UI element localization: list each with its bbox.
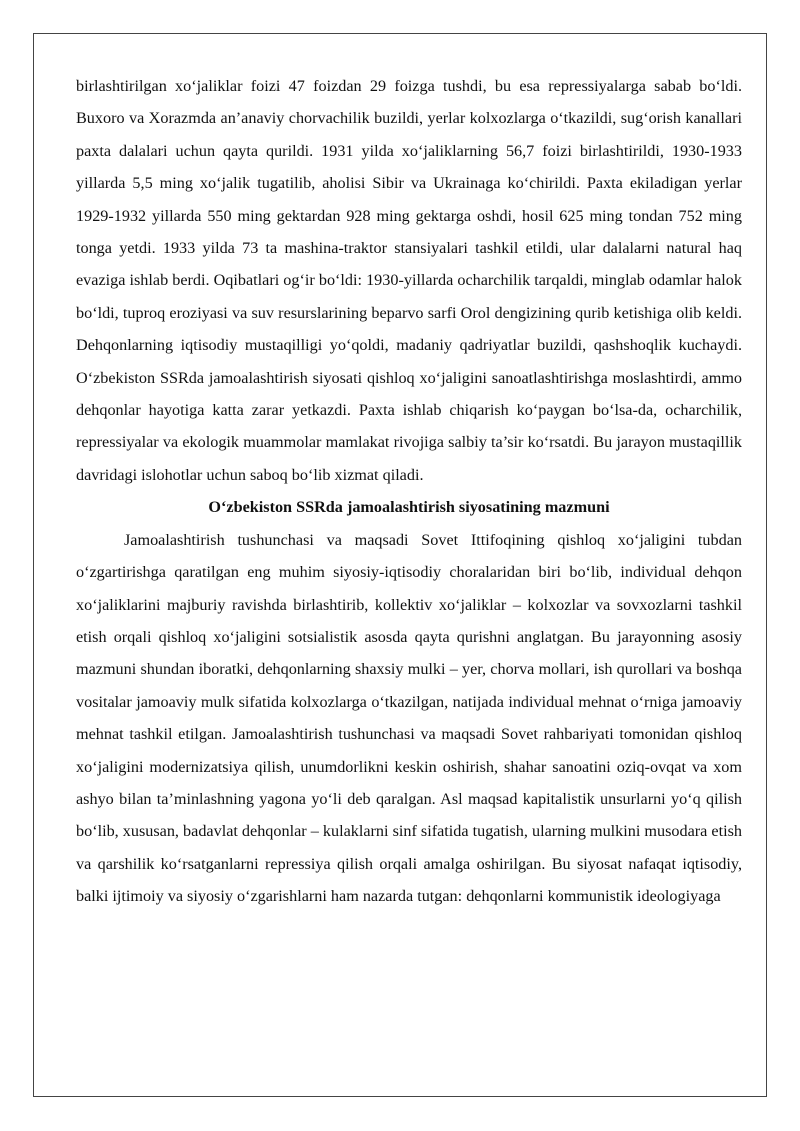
body-paragraph: Jamoalashtirish tushunchasi va maqsadi Sovet Ittifoqining qishloq xo‘jaligini tubdan o‘zgartirishga qaratilgan eng muhim siyosiy-iqtisodiy choralaridan biri bo‘lib, individual dehqon xo‘jaliklarini majburiy ravishda birlashtirib, kollektiv xo‘jaliklar – kolxozlar va sovxozlarni tashkil etish orqali qishloq xo‘jaligini sotsialistik asosda qayta qurishni anglatgan. Bu jarayonning asosiy mazmuni shundan iboratki, dehqonlarning shaxsiy mulki – yer, chorva mollari, ish qurollari va boshqa vositalar jamoaviy mulk sifatida kolxozlarga o‘tkazilgan, natijada individual mehnat o‘rniga jamoaviy mehnat tashkil etilgan. Jamoalashtirish tushunchasi va maqsadi Sovet rahbariyati tomonidan qishloq xo‘jaligini modernizatsiya qilish, unumdorlikni keskin oshirish, shahar sanoatini oziq-ovqat va xom ashyo bilan ta’minlashning yagona yo‘li deb qaralgan. Asl maqsad kapitalistik unsurlarni yo‘q qilish bo‘lib, xususan, badavlat dehqonlar – kulaklarni sinf sifatida tugatish, ularning mulkini musodara etish va qarshilik ko‘rsatganlarni repressiya qilish orqali amalga oshirilgan. Bu siyosat nafaqat iqtisodiy, balki ijtimoiy va siyosiy o‘zgarishlarni ham nazarda tutgan: dehqonlarni kommunistik ideologiyaga (76, 530, 742, 906)
section-heading: O‘zbekiston SSRda jamoalashtirish siyosatining mazmuni (208, 498, 610, 517)
document-body (76, 70, 742, 913)
body-paragraph: birlashtirilgan xo‘jaliklar foizi 47 foizdan 29 foizga tushdi, bu esa repressiyalarga sabab bo‘ldi. Buxoro va Xorazmda an’anaviy chorvachilik buzildi, yerlar kolxozlarga o‘tkazildi, sug‘orish kanallari paxta dalalari uchun qayta qurildi. 1931 yilda xo‘jaliklarning 56,7 foizi birlashtirildi, 1930-1933 yillarda 5,5 ming xo‘jalik tugatilib, aholisi Sibir va Ukrainaga ko‘chirildi. Paxta ekiladigan yerlar 1929-1932 yillarda 550 ming gektardan 928 ming gektarga oshdi, hosil 625 ming tondan 752 ming tonga yetdi. 1933 yilda 73 ta mashina-traktor stansiyalari tashkil etildi, ular dalalarni natural haq evaziga ishlab berdi. Oqibatlari og‘ir bo‘ldi: 1930-yillarda ocharchilik tarqaldi, minglab odamlar halok bo‘ldi, tuproq eroziyasi va suv resurslarining beparvo sarfi Orol dengizining qurib ketishiga olib keldi. Dehqonlarning iqtisodiy mustaqilligi yo‘qoldi, madaniy qadriyatlar buzildi, qashshoqlik kuchaydi. O‘zbekiston SSRda jamoalashtirish siyosati qishloq xo‘jaligini sanoatlashtirishga moslashtirdi, ammo dehqonlar hayotiga katta zarar yetkazdi. Paxta ishlab chiqarish ko‘paygan bo‘lsa-da, ocharchilik, repressiyalar va ekologik muammolar mamlakat rivojiga salbiy ta’sir ko‘rsatdi. Bu jarayon mustaqillik davridagi islohotlar uchun saboq bo‘lib xizmat qiladi. (76, 77, 742, 484)
